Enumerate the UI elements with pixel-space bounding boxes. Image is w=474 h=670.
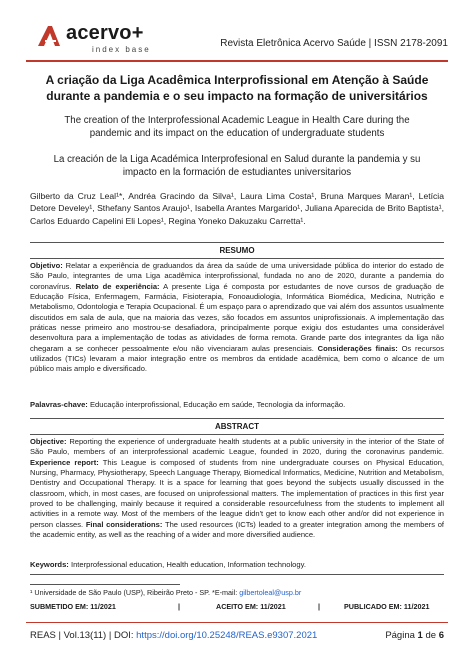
abstract-report-label: Experience report: [30, 457, 99, 467]
abstract-top-rule [30, 418, 444, 419]
article-title-en: The creation of the Interprofessional Academic League in Health Care during the pandemic and its impact on the education of undergraduate students [64, 115, 410, 139]
submission-dates [30, 602, 444, 612]
footnote-rule [30, 584, 180, 585]
footer-divider [26, 622, 448, 623]
resumo-relato-label: Relato de experiência: [75, 281, 160, 291]
current-page: 1 [417, 630, 423, 641]
accepted-date: ACEITO EM: 11/2021 [216, 602, 286, 611]
abstract-objective-text: Reporting the experience of undergraduate health students at a public university in the interior of the State of São Paulo, members of an interprofessional academic League, founded in 2020, during the coronavirus pandemic. [30, 437, 444, 457]
resumo-relato-text: A presente Liga é composta por estudantes de nove cursos de graduação de Educação Física, Enfermagem, Farmácia, Fisioterapia, Fonoaudiologia, Informática Biomédica, Medicina, Nutrição e Metabolismo, Odontologia e Terapia Ocupacional. É um espaço para o aprendizado que vai além dos assuntos usualmente discutidos em sala de aula, que na maioria das vezes, são focados em assuntos uniprofissionais. A implementação das práticas nesse primeiro ano mostrou-se desafiadora, principalmente porque exigiu dos estudantes uma considerável desenvoltura para a implementação de todas as atividades de forma remota. Grande parte dos integrantes da liga não chegaram a se conhecer pessoalmente e/ou não vivenciaram aulas presenciais. [30, 281, 444, 353]
resumo-heading: RESUMO [219, 246, 255, 255]
published-date: PUBLICADO EM: 11/2021 [344, 602, 430, 611]
page-label: Página [385, 630, 415, 641]
logo-subtitle: index base [92, 45, 151, 54]
page-number [385, 630, 444, 641]
abstract-keywords [30, 560, 444, 570]
journal-logo [36, 22, 176, 58]
resumo-keywords [30, 400, 444, 410]
abstract-body [30, 437, 444, 540]
page-header [26, 18, 448, 60]
logo-text: acervo+ [66, 22, 144, 44]
submitted-date: SUBMETIDO EM: 11/2021 [30, 602, 116, 611]
header-divider [26, 60, 448, 62]
resumo-objetivo-text: Relatar a experiência de graduandos da área da saúde de uma universidade pública do interior do estado de São Paulo, integrantes de uma Liga acadêmica interprofissional, fundada no ano de 2020, durante a pandemia do coronavírus. [30, 261, 444, 291]
of-label: de [425, 630, 437, 641]
article-title-es: La creación de la Liga Académica Interprofesional en Salud durante la pandemia y su impacto en la formación de estudiantes universitarios [53, 154, 421, 178]
resumo-heading-rule [30, 258, 444, 259]
date-separator: | [318, 602, 321, 611]
footer-citation [30, 630, 317, 641]
resumo-top-rule [30, 242, 444, 243]
abstract-heading: ABSTRACT [215, 422, 259, 431]
abstract-heading-rule [30, 434, 444, 435]
palavras-chave-label: Palavras-chave: [30, 400, 88, 409]
total-pages: 6 [438, 630, 444, 641]
abstract-bottom-rule [30, 574, 444, 575]
doi-link[interactable]: https://doi.org/10.25248/REAS.e9307.2021 [136, 630, 318, 641]
author-email-link[interactable]: gilbertoleal@usp.br [239, 588, 302, 597]
affiliation-footnote [30, 588, 444, 597]
resumo-body [30, 261, 444, 375]
article-title-pt: A criação da Liga Acadêmica Interprofissional em Atenção à Saúde durante a pandemia e o seu impacto na formação de universitários [45, 73, 429, 103]
abstract-final-text: The used resources (ICTs) leaded to a greater integration among the members of the academic entity, as well as the reaching of a wider and more diversified audience. [30, 519, 444, 540]
footer-volume: REAS | Vol.13(11) | DOI: [30, 630, 134, 641]
resumo-consideracoes-label: Considerações finais: [317, 343, 398, 353]
author-list: Gilberto da Cruz Leal¹*, Andréa Gracindo da Silva¹, Laura Lima Costa¹, Bruna Marques Maran¹, Letícia Detore Develey¹, Sthefany Santos Araujo¹, Isabella Arantes Margarido¹, Juliana Aparecida de Brito Baptista¹, Carlos Eduardo Capelini Eli Lopes¹, Regina Yoneko Dakuzaku Carretta¹. [30, 191, 444, 226]
footnote-text: ¹ Universidade de São Paulo (USP), Ribeirão Preto - SP. *E-mail: [30, 588, 238, 597]
date-separator: | [178, 602, 181, 611]
keywords-text: Interprofessional education, Health education, Information technology. [70, 560, 306, 569]
abstract-objective-label: Objective: [30, 437, 67, 446]
abstract-report-text: This League is composed of students from nine undergraduate courses on Physical Education, Nursing, Pharmacy, Physiotherapy, Speech Language Therapy, Biomedical Informatics, Medicine, Nutrition and Metabolism, Dentistry and Occupational Therapy. It is a space for learning that goes beyond the subjects usually discussed in the classroom, which, in most cases, are focused on uniprofessional matters. The implementation of practices in this first year proved to be challenging, mainly because it required a considerable resourcefulness from the students to implement all activities in a remote way. Most of the members of the league didn't get to know each other and/or did not experience in person classes. [30, 457, 444, 529]
keywords-label: Keywords: [30, 560, 69, 569]
resumo-consideracoes-text: Os recursos utilizados (TICs) levaram a maior integração entre os membros da entidade acadêmica, bem como o alcance de um público mais amplo e diversificado. [30, 343, 444, 374]
abstract-final-label: Final considerations: [85, 519, 163, 529]
palavras-chave-text: Educação interprofissional, Educação em saúde, Tecnologia da informação. [89, 400, 346, 409]
journal-title: Revista Eletrônica Acervo Saúde | ISSN 2178-2091 [220, 38, 448, 49]
resumo-objetivo-label: Objetivo: [30, 261, 63, 270]
acervo-logo-icon [36, 24, 64, 48]
